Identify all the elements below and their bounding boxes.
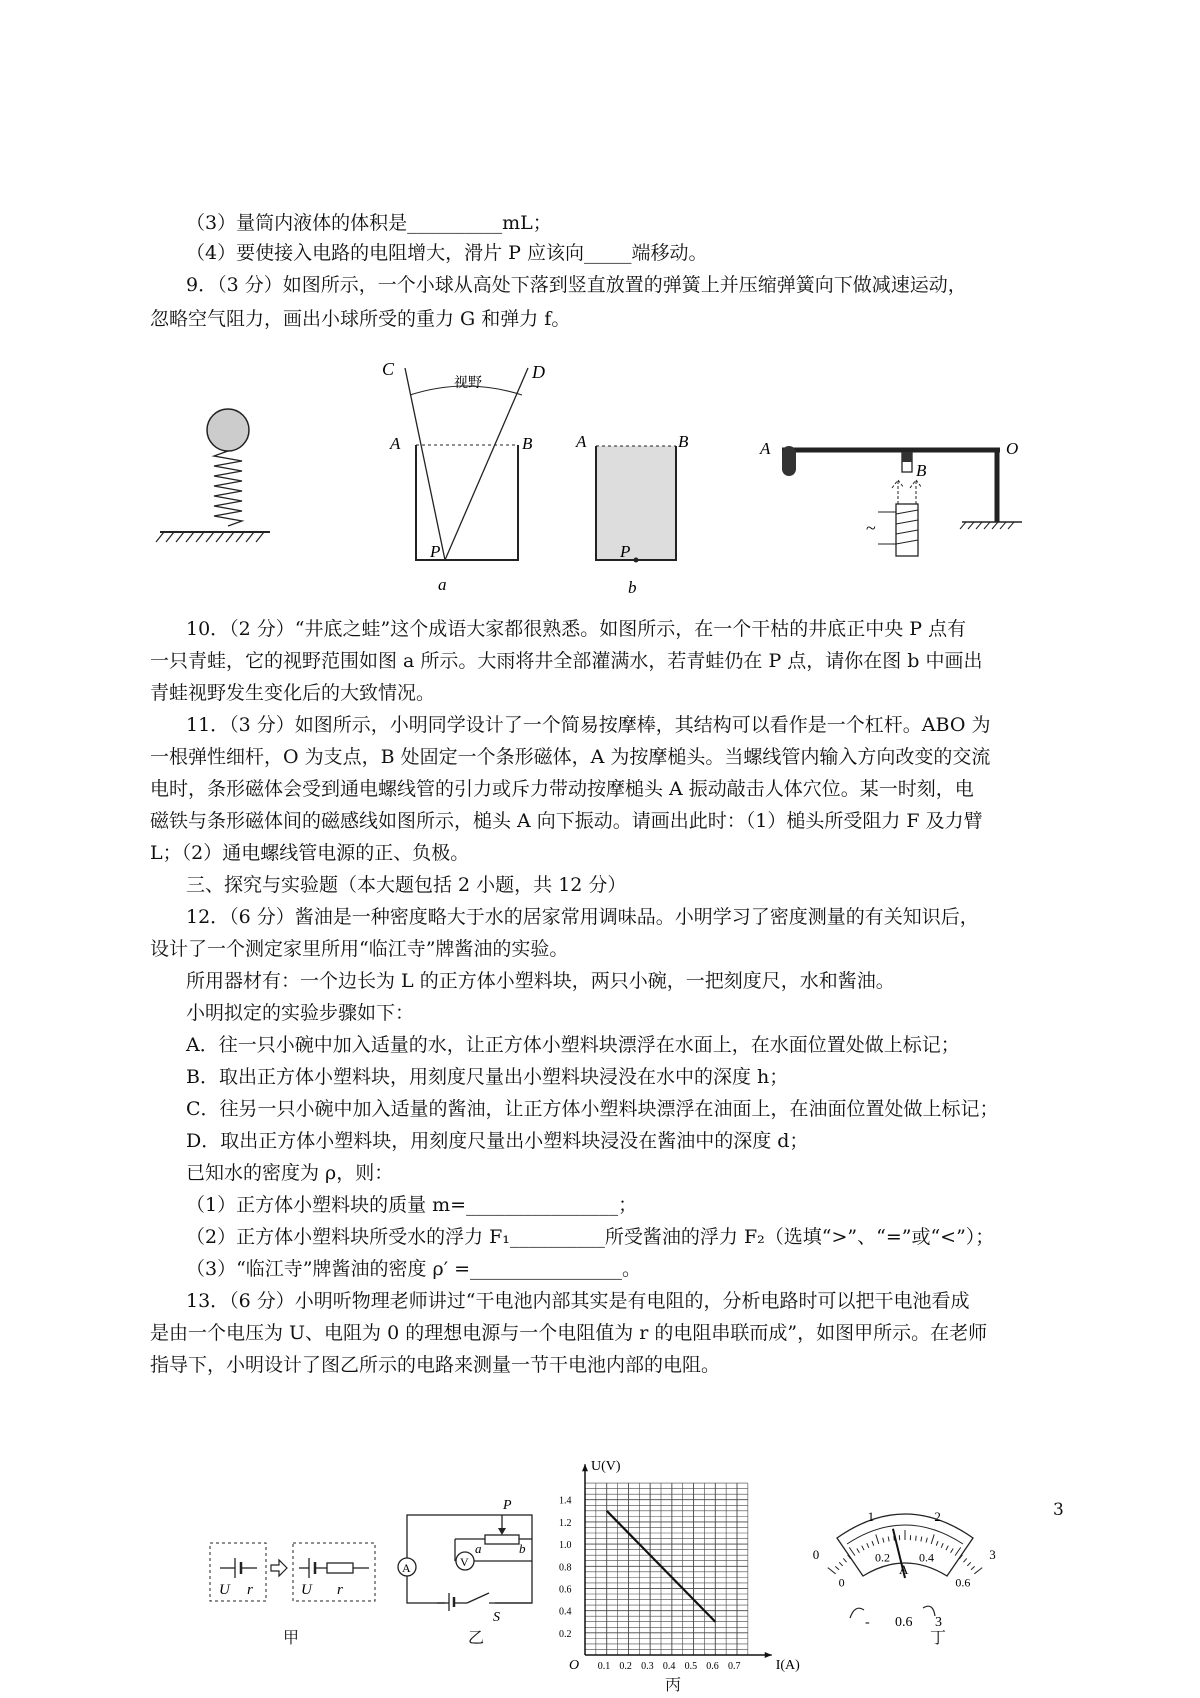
q13-text-2: 是由一个电压为 U、电阻为 0 的理想电源与一个电阻值为 r 的电阻串联而成”，如图甲所示。在老师 bbox=[150, 1322, 988, 1344]
meter-terminal: 0.6 bbox=[895, 1615, 913, 1630]
scale-tick bbox=[839, 1562, 843, 1566]
label-B: B bbox=[916, 461, 927, 480]
x-tick-label: 0.1 bbox=[597, 1661, 611, 1672]
well-figure-b bbox=[570, 425, 689, 600]
q12-sub2: （2）正方体小塑料块所受水的浮力 F₁__________所受酱油的浮力 F₂（选填“>”、“=”或“<”）； bbox=[186, 1226, 995, 1248]
scale-label-bottom: 0.6 bbox=[955, 1575, 971, 1590]
label-A: A bbox=[576, 432, 587, 451]
q9-text-2: 忽略空气阻力，画出小球所受的重力 G 和弹力 f。 bbox=[150, 308, 571, 330]
meter-terminal: - bbox=[865, 1615, 870, 1630]
label-O: O bbox=[1006, 439, 1019, 458]
label-P: P bbox=[620, 542, 631, 561]
section-3-heading: 三、探究与实验题（本大题包括 2 小题，共 12 分） bbox=[186, 874, 627, 896]
label-D: D bbox=[532, 362, 545, 382]
x-tick-label: 0.5 bbox=[684, 1661, 698, 1672]
massage-lever-figure bbox=[760, 440, 1030, 590]
scale-tick bbox=[963, 1558, 966, 1562]
label-C: C bbox=[382, 359, 395, 379]
svg-text:r: r bbox=[247, 1582, 253, 1598]
terminal-wire-neg bbox=[850, 1608, 864, 1618]
q13-text-1: 13．（6 分）小明听物理老师讲过“干电池内部其实是有电阻的，分析电路时可以把干电池看成 bbox=[186, 1290, 970, 1312]
scale-tick bbox=[828, 1568, 836, 1574]
x-axis-label: I(A) bbox=[775, 1658, 800, 1673]
q12-given: 已知水的密度为 ρ，则： bbox=[186, 1162, 394, 1184]
svg-text:U: U bbox=[301, 1582, 312, 1598]
origin-label: O bbox=[569, 1658, 580, 1673]
scale-tick bbox=[971, 1566, 975, 1569]
q8-sub3: （3）量筒内液体的体积是__________mL； bbox=[186, 212, 552, 234]
caption-yi: 乙 bbox=[468, 1628, 485, 1647]
scale-label-top: 0 bbox=[812, 1547, 820, 1563]
svg-text:V: V bbox=[460, 1555, 469, 1569]
svg-text:P: P bbox=[503, 1498, 512, 1513]
label-B: B bbox=[678, 432, 689, 451]
x-tick-label: 0.3 bbox=[641, 1661, 654, 1672]
scale-tick bbox=[835, 1566, 839, 1569]
caption-a: a bbox=[438, 575, 447, 594]
svg-text:S: S bbox=[493, 1610, 500, 1625]
scale-tick bbox=[843, 1558, 846, 1562]
q12-text-2: 设计了一个测定家里所用“临江寺”牌酱油的实验。 bbox=[150, 938, 569, 960]
y-tick-label: 1.2 bbox=[559, 1517, 572, 1529]
svg-text:r: r bbox=[337, 1582, 343, 1598]
label-P: P bbox=[430, 542, 441, 561]
svg-text:a: a bbox=[475, 1541, 482, 1556]
caption-b: b bbox=[628, 578, 637, 597]
svg-text:A: A bbox=[402, 1561, 411, 1575]
scale-tick bbox=[916, 1536, 917, 1541]
ball bbox=[207, 409, 249, 451]
q12-step-D: D．取出正方体小塑料块，用刻度尺量出小塑料块浸没在酱油中的深度 d； bbox=[186, 1130, 809, 1152]
well-figure-a bbox=[382, 359, 570, 595]
svg-text:U: U bbox=[219, 1582, 230, 1598]
q12-step-B: B．取出正方体小塑料块，用刻度尺量出小塑料块浸没在水中的深度 h； bbox=[186, 1066, 789, 1088]
page-number: 3 bbox=[1053, 1500, 1064, 1520]
scale-label-top: 3 bbox=[989, 1547, 996, 1563]
caption-jia: 甲 bbox=[283, 1628, 300, 1647]
scale-label-bottom: 0 bbox=[838, 1575, 845, 1590]
q11-text-2: 一根弹性细杆，O 为支点，B 处固定一个条形磁体，A 为按摩槌头。当螺线管内输入方向改变的交流 bbox=[150, 746, 991, 768]
spring-ball-figure bbox=[150, 400, 280, 550]
terminal-wire-3 bbox=[923, 1606, 935, 1616]
q12-step-A: A．往一只小碗中加入适量的水，让正方体小塑料块漂浮在水面上，在水面位置处做上标记； bbox=[186, 1034, 960, 1056]
y-tick-label: 0.8 bbox=[559, 1562, 572, 1574]
x-axis-arrow bbox=[765, 1652, 772, 1658]
battery-model-figure bbox=[205, 1538, 385, 1638]
label-B: B bbox=[522, 434, 533, 453]
x-tick-label: 0.2 bbox=[619, 1661, 632, 1672]
q12-step-C: C．往另一只小碗中加入适量的酱油，让正方体小塑料块漂浮在油面上，在油面位置处做上标记； bbox=[186, 1098, 999, 1120]
y-axis-arrow bbox=[582, 1464, 588, 1471]
q10-text-2: 一只青蛙，它的视野范围如图 a 所示。大雨将井全部灌满水，若青蛙仍在 P 点，请你在图 b 中画出 bbox=[150, 650, 983, 672]
q11-text-4: 磁铁与条形磁体间的磁感线如图所示，槌头 A 向下振动。请画出此时：（1）槌头所受阻力 F 及力臂 bbox=[150, 810, 983, 832]
y-axis-label: U(V) bbox=[591, 1459, 621, 1475]
y-tick-label: 0.4 bbox=[559, 1606, 572, 1618]
meter-unit: A bbox=[899, 1562, 909, 1577]
y-tick-label: 0.2 bbox=[559, 1628, 572, 1640]
x-tick-label: 0.4 bbox=[662, 1661, 676, 1672]
q12-text-1: 12．（6 分）酱油是一种密度略大于水的居家常用调味品。小明学习了密度测量的有关知识后， bbox=[186, 906, 979, 928]
caption-bing: 丙 bbox=[665, 1675, 682, 1694]
label-A: A bbox=[760, 439, 771, 458]
y-tick-label: 1.4 bbox=[559, 1495, 572, 1507]
label-A: A bbox=[390, 434, 401, 453]
scale-label-top: 1 bbox=[867, 1509, 875, 1525]
svg-text:b: b bbox=[519, 1541, 526, 1556]
q12-materials: 所用器材有：一个边长为 L 的正方体小塑料块，两只小碗，一把刻度尺，水和酱油。 bbox=[186, 970, 895, 992]
scale-tick bbox=[967, 1562, 971, 1566]
q11-text-1: 11．（3 分）如图所示，小明同学设计了一个简易按摩棒，其结构可以看作是一个杠杆。ABO 为 bbox=[186, 714, 991, 736]
y-tick-label: 1.0 bbox=[559, 1540, 572, 1552]
q10-text-1: 10．（2 分）“井底之蛙”这个成语大家都很熟悉。如图所示，在一个干枯的井底正中央 P 点有 bbox=[186, 618, 967, 640]
scale-label-bottom: 0.2 bbox=[874, 1550, 890, 1565]
meter-terminal: 3 bbox=[935, 1615, 942, 1630]
q11-text-3: 电时，条形磁体会受到通电螺线管的引力或斥力带动按摩槌头 A 振动敲击人体穴位。某一时刻，电 bbox=[150, 778, 974, 800]
q12-sub3: （3）“临江寺”牌酱油的密度 ρ′ =________________。 bbox=[186, 1258, 641, 1280]
scale-tick bbox=[974, 1568, 982, 1574]
ac-symbol: ~ bbox=[866, 518, 876, 538]
x-tick-label: 0.7 bbox=[728, 1661, 741, 1672]
u-i-graph bbox=[555, 1440, 815, 1675]
q12-steps-intro: 小明拟定的实验步骤如下： bbox=[186, 1002, 415, 1024]
spring bbox=[214, 451, 242, 526]
q8-sub4: （4）要使接入电路的电阻增大，滑片 P 应该向_____端移动。 bbox=[186, 242, 708, 264]
q12-sub1: （1）正方体小塑料块的质量 m=________________； bbox=[186, 1194, 638, 1216]
view-label: 视野 bbox=[454, 376, 482, 391]
scale-label-bottom: 0.4 bbox=[919, 1550, 935, 1565]
scale-label-top: 2 bbox=[934, 1509, 941, 1525]
q11-text-5: L；（2）通电螺线管电源的正、负极。 bbox=[150, 842, 470, 864]
y-tick-label: 0.6 bbox=[559, 1584, 572, 1596]
ammeter-figure bbox=[812, 1498, 996, 1638]
q9-text-1: 9．（3 分）如图所示，一个小球从高处下落到竖直放置的弹簧上并压缩弹簧向下做减速运动， bbox=[186, 274, 967, 296]
q13-text-3: 指导下，小明设计了图乙所示的电路来测量一节干电池内部的电阻。 bbox=[150, 1354, 721, 1376]
circuit-figure bbox=[395, 1495, 550, 1625]
ground-hatch bbox=[156, 532, 264, 542]
q10-text-3: 青蛙视野发生变化后的大致情况。 bbox=[150, 682, 436, 704]
x-tick-label: 0.6 bbox=[706, 1661, 719, 1672]
caption-ding: 丁 bbox=[930, 1628, 947, 1647]
